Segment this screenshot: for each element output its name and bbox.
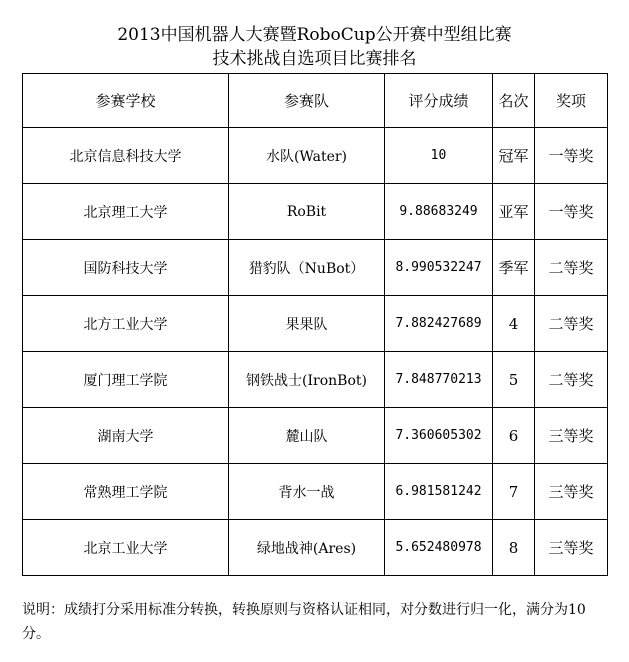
table-row [23, 296, 608, 352]
footnote: 说明：成绩打分采用标准分转换，转换原则与资格认证相同，对分数进行归一化，满分为10分。 [22, 602, 586, 642]
table-row [23, 128, 608, 184]
award-cell: 二等奖 [535, 296, 608, 352]
award-cell: 一等奖 [535, 184, 608, 240]
table-body [23, 128, 608, 576]
award-cell: 一等奖 [535, 128, 608, 184]
school-cell: 北京信息科技大学 [23, 128, 229, 184]
rank-cell: 4 [493, 296, 535, 352]
team-cell: 钢铁战士(IronBot) [229, 352, 385, 408]
team-cell: 麓山队 [229, 408, 385, 464]
rank-cell: 7 [493, 464, 535, 520]
rank-cell: 6 [493, 408, 535, 464]
school-cell: 厦门理工学院 [23, 352, 229, 408]
score-cell: 9.88683249 [385, 184, 493, 240]
school-cell: 北方工业大学 [23, 296, 229, 352]
table-row [23, 184, 608, 240]
score-cell: 7.848770213 [385, 352, 493, 408]
award-cell: 三等奖 [535, 408, 608, 464]
school-cell: 北京工业大学 [23, 520, 229, 576]
team-cell: RoBit [229, 184, 385, 240]
header-row [23, 74, 608, 128]
ranking-table [22, 73, 608, 576]
table-row [23, 352, 608, 408]
document-subtitle: 技术挑战自选项目比赛排名 [212, 49, 417, 69]
table-row [23, 520, 608, 576]
rank-cell: 8 [493, 520, 535, 576]
table-row [23, 240, 608, 296]
award-cell: 三等奖 [535, 464, 608, 520]
score-cell: 7.882427689 [385, 296, 493, 352]
school-cell: 湖南大学 [23, 408, 229, 464]
score-cell: 8.990532247 [385, 240, 493, 296]
score-cell: 5.652480978 [385, 520, 493, 576]
score-cell: 6.981581242 [385, 464, 493, 520]
award-cell: 三等奖 [535, 520, 608, 576]
award-cell: 二等奖 [535, 352, 608, 408]
table-row [23, 464, 608, 520]
team-cell: 猎豹队（NuBot） [229, 240, 385, 296]
header-rank: 名次 [493, 74, 535, 128]
award-cell: 二等奖 [535, 240, 608, 296]
team-cell: 绿地战神(Ares) [229, 520, 385, 576]
rank-cell: 亚军 [493, 184, 535, 240]
header-school: 参赛学校 [23, 74, 229, 128]
team-cell: 背水一战 [229, 464, 385, 520]
team-cell: 水队(Water) [229, 128, 385, 184]
rank-cell: 5 [493, 352, 535, 408]
score-cell: 10 [385, 128, 493, 184]
table-header [23, 74, 608, 128]
header-score: 评分成绩 [385, 74, 493, 128]
school-cell: 常熟理工学院 [23, 464, 229, 520]
header-award: 奖项 [535, 74, 608, 128]
rank-cell: 冠军 [493, 128, 535, 184]
score-cell: 7.360605302 [385, 408, 493, 464]
header-team: 参赛队 [229, 74, 385, 128]
document-title: 2013中国机器人大赛暨RoboCup公开赛中型组比赛 [117, 25, 512, 45]
team-cell: 果果队 [229, 296, 385, 352]
table-row [23, 408, 608, 464]
school-cell: 北京理工大学 [23, 184, 229, 240]
rank-cell: 季军 [493, 240, 535, 296]
school-cell: 国防科技大学 [23, 240, 229, 296]
